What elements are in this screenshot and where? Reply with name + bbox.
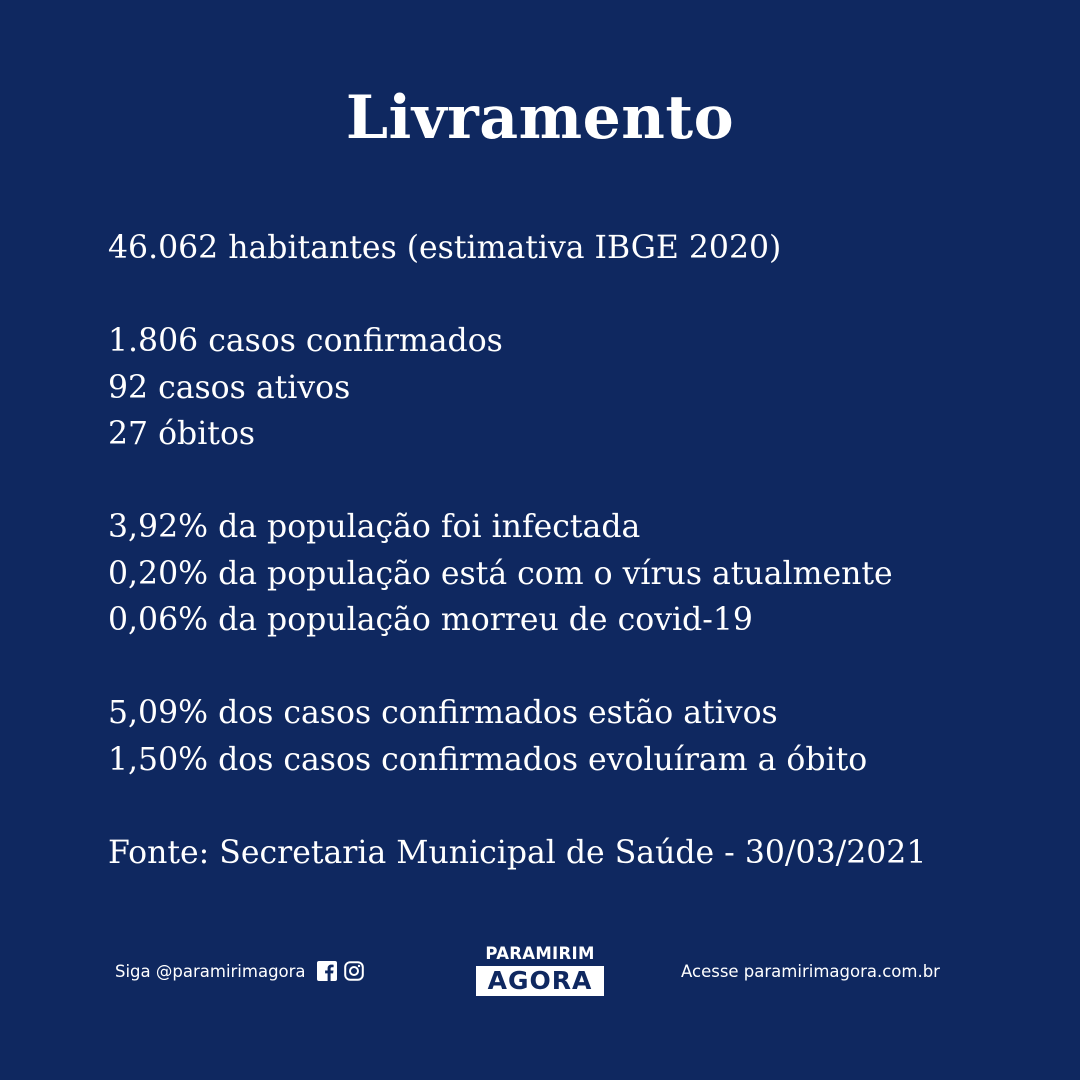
social-icons [317,961,364,981]
social-follow [115,956,364,986]
site-text: Acesse paramirimagora.com.br [681,961,940,981]
website-link[interactable] [681,956,940,986]
instagram-icon[interactable] [344,961,364,981]
population-infected-line: 3,92% da população foi infectada [108,509,641,545]
page-title: Livramento [345,83,735,153]
logo-top-text: PARAMIRIM [485,944,595,963]
follow-text: Siga @paramirimagora [115,961,306,981]
facebook-icon[interactable] [317,961,337,981]
population-line: 46.062 habitantes (estimativa IBGE 2020) [108,230,782,266]
cases-active-rate-line: 5,09% dos casos confirmados estão ativos [108,695,778,731]
spacer [108,458,1008,505]
confirmed-cases-line: 1.806 casos confirmados [108,323,503,359]
population-deaths-line: 0,06% da população morreu de covid-19 [108,602,753,638]
deaths-line: 27 óbitos [108,416,256,452]
spacer [108,272,1008,319]
stats-content [108,225,1008,876]
spacer [108,783,1008,830]
cases-deaths-rate-line: 1,50% dos casos confirmados evoluíram a óbito [108,741,868,778]
source-line: Fonte: Secretaria Municipal de Saúde - 30/03/2021 [108,834,927,871]
logo-bottom-text: AGORA [476,966,604,996]
paramirim-agora-logo [476,944,604,996]
spacer [108,644,1008,691]
population-active-line: 0,20% da população está com o vírus atualmente [108,555,893,592]
active-cases-line: 92 casos ativos [108,369,351,406]
